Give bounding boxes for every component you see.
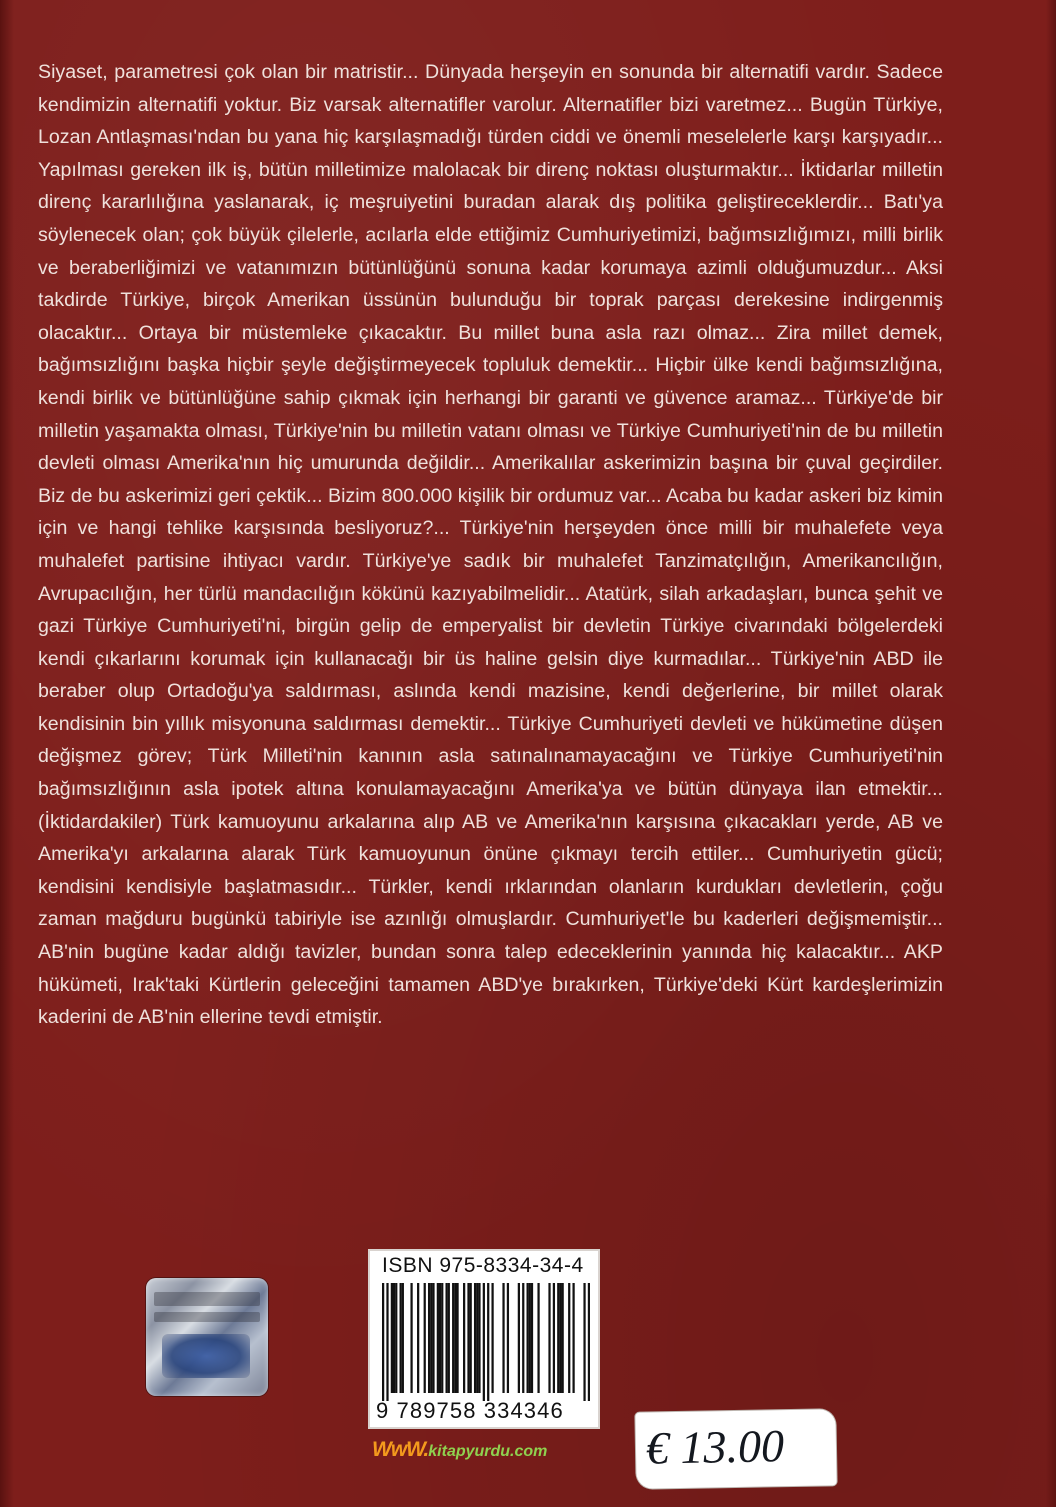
barcode-bar (393, 1283, 395, 1393)
barcode-bar (522, 1283, 524, 1393)
barcode-bar (537, 1283, 539, 1393)
barcode-bar (491, 1283, 493, 1393)
barcode-bar (445, 1283, 447, 1393)
barcode-bar (456, 1283, 458, 1393)
retailer-logo-www: WwW. (372, 1438, 429, 1461)
barcode-bar (410, 1283, 412, 1393)
barcode-bar (417, 1283, 419, 1393)
barcode-bar (474, 1283, 476, 1393)
barcode-bar (529, 1283, 531, 1393)
barcode-bar (588, 1283, 590, 1401)
barcode-bar (568, 1283, 570, 1393)
isbn-barcode-label (368, 1249, 600, 1429)
barcode-bar (391, 1283, 393, 1393)
barcode-bar (402, 1283, 404, 1393)
barcode-bar (502, 1283, 504, 1393)
hologram-seal-icon (146, 1278, 268, 1396)
barcode-bar (400, 1283, 402, 1393)
barcode-bar (548, 1283, 550, 1393)
barcode-bar (454, 1283, 456, 1393)
price-value: € 13.00 (645, 1420, 785, 1474)
barcode-bar (428, 1283, 430, 1393)
isbn-number: ISBN 975-8334-34-4 (382, 1254, 584, 1277)
barcode-bar (478, 1283, 480, 1393)
barcode-bar (395, 1283, 397, 1393)
barcode-bar (531, 1283, 533, 1393)
back-cover-text (38, 56, 943, 1034)
barcode-bar (424, 1283, 426, 1393)
barcode-bar (507, 1283, 509, 1393)
barcode-bar (441, 1283, 443, 1393)
barcode-bar (572, 1283, 574, 1393)
retailer-logo-site: kitapyurdu.com (428, 1443, 548, 1460)
hologram-band (154, 1292, 260, 1306)
barcode-bar (557, 1283, 559, 1393)
barcode-bar (430, 1283, 432, 1393)
cover-right-edge (1046, 0, 1056, 1507)
barcode-bar (553, 1283, 555, 1393)
hologram-logo (162, 1334, 250, 1378)
barcode-bar (448, 1283, 450, 1393)
barcode-bar (527, 1283, 529, 1393)
barcode-icon (382, 1283, 590, 1401)
barcode-bar (483, 1283, 485, 1401)
barcode-bar (487, 1283, 489, 1401)
barcode-bar (437, 1283, 439, 1393)
barcode-bar (382, 1283, 384, 1401)
hologram-band (154, 1312, 260, 1322)
barcode-bar (559, 1283, 561, 1393)
barcode-bar (386, 1283, 388, 1401)
barcode-bar (476, 1283, 478, 1393)
cover-left-edge (0, 0, 14, 1507)
barcode-bar (583, 1283, 585, 1401)
barcode-bar (452, 1283, 454, 1393)
barcode-bar (467, 1283, 469, 1393)
barcode-bar (439, 1283, 441, 1393)
price-sticker (635, 1409, 836, 1488)
barcode-digits: 9 789758 334346 (376, 1398, 564, 1423)
barcode-bar (432, 1283, 434, 1393)
barcode-bar (562, 1283, 564, 1393)
back-cover-paragraph: Siyaset, parametresi çok olan bir matristir... Dünyada herşeyin en sonunda bir alternatifi vardır. Sadece kendimizin alternatifi yoktur. Biz varsak alternatifler varolur. Alternatifler bizi varetmez... Bugün Türkiye, Lozan Antlaşması'ndan bu yana hiç karşılaşmadığı türden ciddi ve önemli meselelerle karşı karşıyadır... Yapılması gereken ilk iş, bütün milletimize malolacak bir direnç noktası oluşturmaktır... İktidarlar milletin direnç kararlılığına yaslanarak, iç meşruiyetini buradan alarak dış politika geliştireceklerdir... Batı'ya söylenecek olan; çok büyük çilelerle, acılarla elde ettiğimiz Cumhuriyetimizi, bağımsızlığımızı, milli birlik ve beraberliğimizi ve vatanımızın bütünlüğünü sonuna kadar korumaya azimli olduğumuzdur... Aksi takdirde Türkiye, birçok Amerikan üssünün bulunduğu bir toprak parçası derekesine indirgenmiş olacaktır... Ortaya bir müstemleke çıkacaktır. Bu millet buna asla razı olmaz... Zira millet demek, bağımsızlığını başka hiçbir şeyle değiştirmeyecek topluluk demektir... Hiçbir ülke kendi bağımsızlığına, kendi birlik ve bütünlüğüne sahip çıkmak için herhangi bir garanti ve güvence aramaz... Türkiye'de bir milletin yaşamakta olması, Türkiye'nin bu milletin vatanı olması ve Türkiye Cumhuriyeti'nin de bu milletin devleti olması Amerika'nın hiç umurunda değildir... Amerikalılar askerimizin başına bir çuval geçirdiler. Biz de bu askerimizi geri çektik... Bizim 800.000 kişilik bir ordumuz var... Acaba bu kadar askeri biz kimin için ve hangi tehlike karşısında besliyoruz?... Türkiye'nin herşeyden önce milli bir muhalefete veya muhalefet partisine ihtiyacı vardır. Türkiye'ye sadık bir muhalefet Tanzimatçılığın, Amerikancılığın, Avrupacılığın, her türlü mandacılığın kökünü kazıyabilmelidir... Atatürk, silah arkadaşları, bunca şehit ve gazi Türkiye Cumhuriyeti'ni, birgün gelip de emperyalist bir devletin Türkiye civarındaki bölgelerdeki kendi çıkarlarını korumak için kullanacağı bir üs haline gelsin diye kurmadılar... Türkiye'nin ABD ile beraber olup Ortadoğu'ya saldırması, aslında kendi mazisine, kendi değerlerine, bir millet olarak kendisinin bin yıllık misyonuna saldırması demektir... Türkiye Cumhuriyeti devleti ve hükümetine düşen değişmez görev; Türk Milleti'nin kanının asla satınalınamayacağını ve Türkiye Cumhuriyeti'nin bağımsızlığının asla ipotek altına konulamayacağını Amerika'ya ve bütün dünyaya ilan etmektir... (İktidardakiler) Türk kamuoyunu arkalarına alıp AB ve Amerika'nın karşısına çıkacakları yerde, AB ve Amerika'yı arkalarına alarak Türk kamuoyunun önüne çıkmayı tercih ettiler... Cumhuriyetin gücü; kendisini kendisiyle başlatmasıdır... Türkler, kendi ırklarından olanların kurdukları devletlerin, çoğu zaman mağduru bugünkü tabiriyle ise azınlığı olmuşlardır. Cumhuriyet'le bu kaderleri değişmemiştir... AB'nin bugüne kadar aldığı tavizler, bundan sonra talep edeceklerinin yanında hiç kalacaktır... AKP hükümeti, Irak'taki Kürtlerin geleceğini tamamen ABD'ye bırakırken, Türkiye'deki Kürt kardeşlerimizin kaderini de AB'nin ellerine tevdi etmiştir. (38, 61, 943, 1029)
barcode-bar (470, 1283, 472, 1393)
retailer-logo (372, 1437, 547, 1463)
barcode-bar (463, 1283, 465, 1393)
barcode-bar (518, 1283, 520, 1393)
